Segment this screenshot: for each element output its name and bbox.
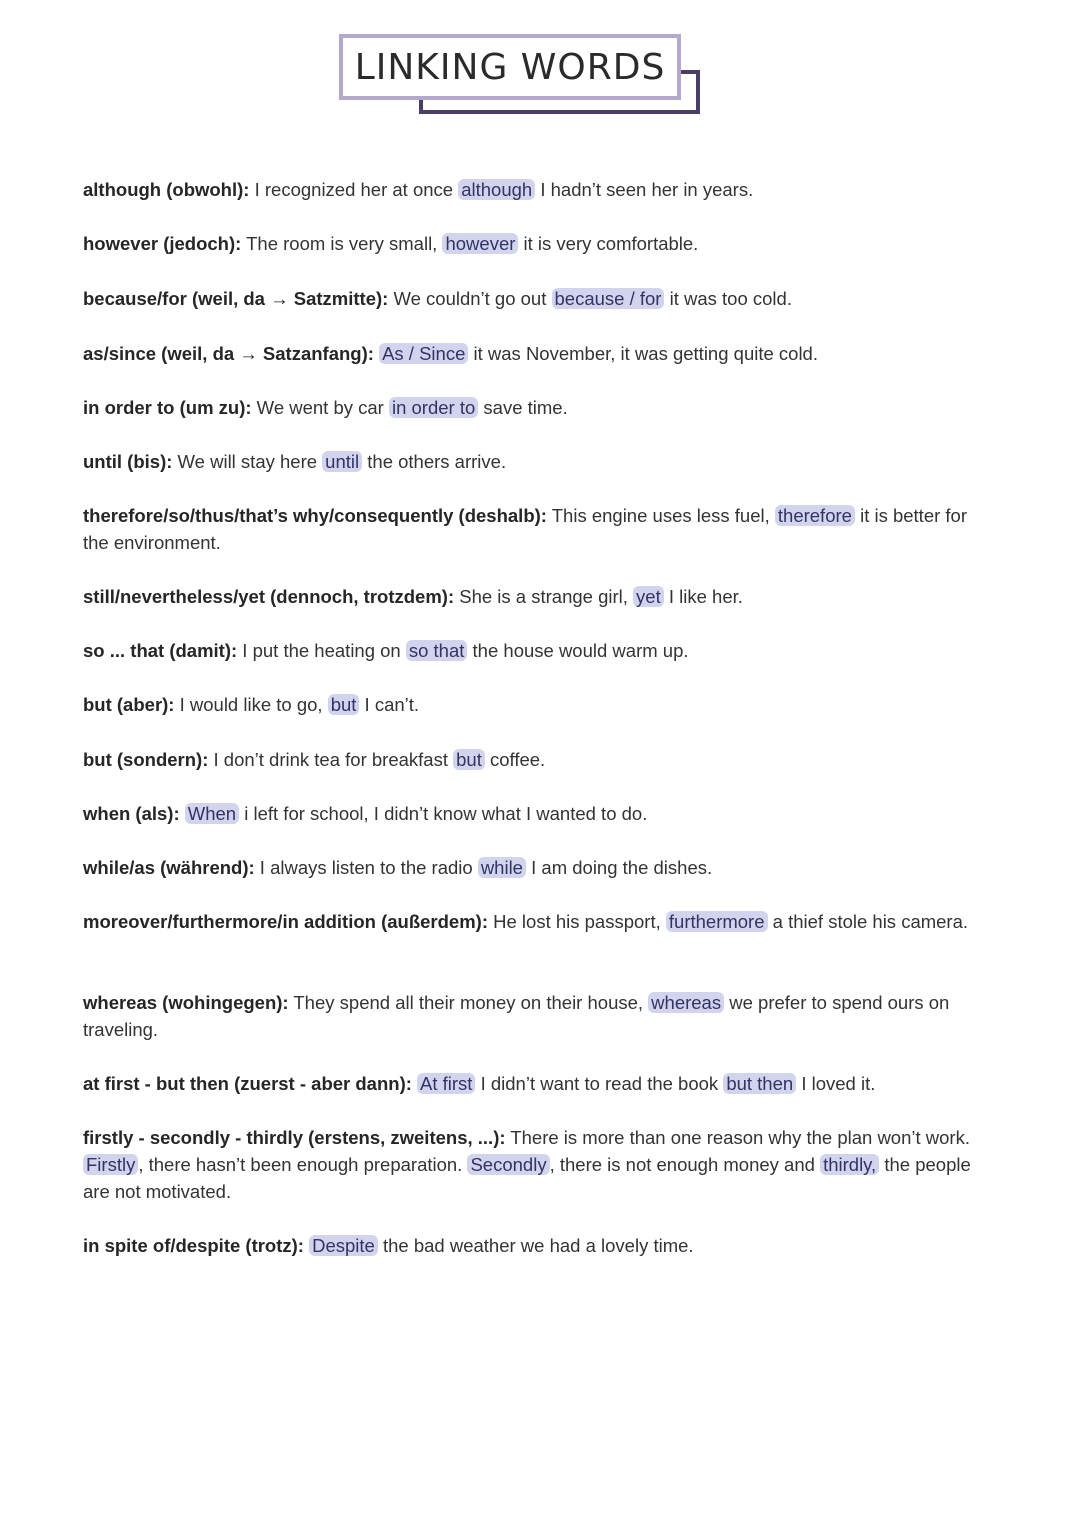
entry-term: but (sondern): <box>83 749 209 770</box>
entry-text: We went by car <box>251 397 389 418</box>
highlight: thirdly, <box>820 1154 879 1175</box>
highlight: because / for <box>552 288 665 309</box>
entry-term: although (obwohl): <box>83 179 250 200</box>
entry-term: in spite of/despite (trotz): <box>83 1235 304 1256</box>
entry-at-first-but-then <box>83 1070 983 1097</box>
entry-term: as/since (weil, da → Satzanfang): <box>83 343 374 364</box>
entry-text: , there is not enough money and <box>549 1154 821 1175</box>
entry-term: so ... that (damit): <box>83 640 238 661</box>
entry-text: The room is very small, <box>241 233 443 254</box>
highlight: so that <box>406 640 468 661</box>
title-frame <box>339 34 703 118</box>
entry-text: They spend all their money on their house, <box>288 992 649 1013</box>
highlight: but then <box>723 1073 796 1094</box>
highlight: Secondly <box>467 1154 549 1175</box>
entry-term: moreover/furthermore/in addition (außerdem): <box>83 911 488 932</box>
entry-term: therefore/so/thus/that’s why/consequently (deshalb): <box>83 505 547 526</box>
title-box <box>339 34 681 100</box>
entry-text: I didn’t want to read the book <box>475 1073 724 1094</box>
entry-text: the others arrive. <box>362 451 507 472</box>
entry-text: it is very comfortable. <box>518 233 699 254</box>
entry-text: we prefer to spend ours on traveling. <box>83 992 950 1040</box>
entry-text: I am doing the dishes. <box>525 857 713 878</box>
highlight: in order to <box>389 397 478 418</box>
entry-term: because/for (weil, da → Satzmitte): <box>83 288 389 309</box>
entry-term: but (aber): <box>83 694 175 715</box>
entry-term: whereas (wohingegen): <box>83 992 289 1013</box>
entry-because-for <box>83 285 983 312</box>
highlight: As / Since <box>379 343 468 364</box>
entry-text: , there hasn’t been enough preparation. <box>138 1154 468 1175</box>
entry-text: coffee. <box>484 749 546 770</box>
entry-however <box>83 230 983 257</box>
entry-text: He lost his passport, <box>488 911 666 932</box>
entry-therefore <box>83 502 983 556</box>
entry-term: still/nevertheless/yet (dennoch, trotzdem): <box>83 586 455 607</box>
entry-text: I always listen to the radio <box>254 857 478 878</box>
highlight: At first <box>417 1073 475 1094</box>
highlight: yet <box>633 586 664 607</box>
page-title: LINKING WORDS <box>354 46 666 88</box>
entry-text: the bad weather we had a lovely time. <box>377 1235 694 1256</box>
entry-whereas <box>83 989 983 1043</box>
entry-text: the house would warm up. <box>467 640 689 661</box>
entry-term: however (jedoch): <box>83 233 242 254</box>
entry-despite <box>83 1232 983 1259</box>
highlight: although <box>458 179 535 200</box>
highlight: while <box>478 857 526 878</box>
entry-text: I loved it. <box>796 1073 876 1094</box>
highlight: When <box>185 803 239 824</box>
entry-text: We will stay here <box>172 451 323 472</box>
entry-term: at first - but then (zuerst - aber dann): <box>83 1073 412 1094</box>
entry-still-nevertheless-yet <box>83 583 983 610</box>
entry-text: I put the heating on <box>237 640 406 661</box>
highlight: however <box>442 233 518 254</box>
entry-term: while/as (während): <box>83 857 255 878</box>
entry-term: when (als): <box>83 803 180 824</box>
entry-although <box>83 176 983 203</box>
entry-text: We couldn’t go out <box>388 288 552 309</box>
entry-text: There is more than one reason why the plan won’t work. <box>505 1127 970 1148</box>
entry-text: i left for school, I didn’t know what I wanted to do. <box>239 803 648 824</box>
entry-so-that <box>83 637 983 664</box>
highlight: furthermore <box>666 911 768 932</box>
entry-but-aber <box>83 691 983 718</box>
highlight: therefore <box>775 505 855 526</box>
entry-firstly-secondly-thirdly <box>83 1124 983 1205</box>
entry-text: it was too cold. <box>664 288 792 309</box>
entry-text: save time. <box>478 397 568 418</box>
entry-text: I like her. <box>663 586 743 607</box>
entry-but-sondern <box>83 746 983 773</box>
entry-text: I hadn’t seen her in years. <box>535 179 754 200</box>
entry-text: I recognized her at once <box>249 179 459 200</box>
highlight: Firstly <box>83 1154 138 1175</box>
entry-until <box>83 448 983 475</box>
entry-while-as <box>83 854 983 881</box>
entry-term: until (bis): <box>83 451 173 472</box>
entry-text: it is better for the environment. <box>83 505 968 553</box>
entry-text: a thief stole his camera. <box>767 911 969 932</box>
entry-text <box>180 803 185 824</box>
highlight: but <box>328 694 360 715</box>
entry-term: in order to (um zu): <box>83 397 252 418</box>
entry-term: firstly - secondly - thirdly (erstens, zweitens, ...): <box>83 1127 506 1148</box>
highlight: until <box>322 451 362 472</box>
entry-as-since <box>83 340 983 367</box>
entry-in-order-to <box>83 394 983 421</box>
entry-text: it was November, it was getting quite cold. <box>468 343 818 364</box>
entry-text: She is a strange girl, <box>454 586 634 607</box>
entry-moreover <box>83 908 983 935</box>
entry-text: This engine uses less fuel, <box>546 505 775 526</box>
highlight: whereas <box>648 992 724 1013</box>
entry-text: I don’t drink tea for breakfast <box>208 749 454 770</box>
highlight: Despite <box>309 1235 378 1256</box>
entry-text: I can’t. <box>359 694 420 715</box>
highlight: but <box>453 749 485 770</box>
entry-text: I would like to go, <box>174 694 328 715</box>
entry-when <box>83 800 983 827</box>
entry-text: the people are not motivated. <box>83 1154 971 1202</box>
